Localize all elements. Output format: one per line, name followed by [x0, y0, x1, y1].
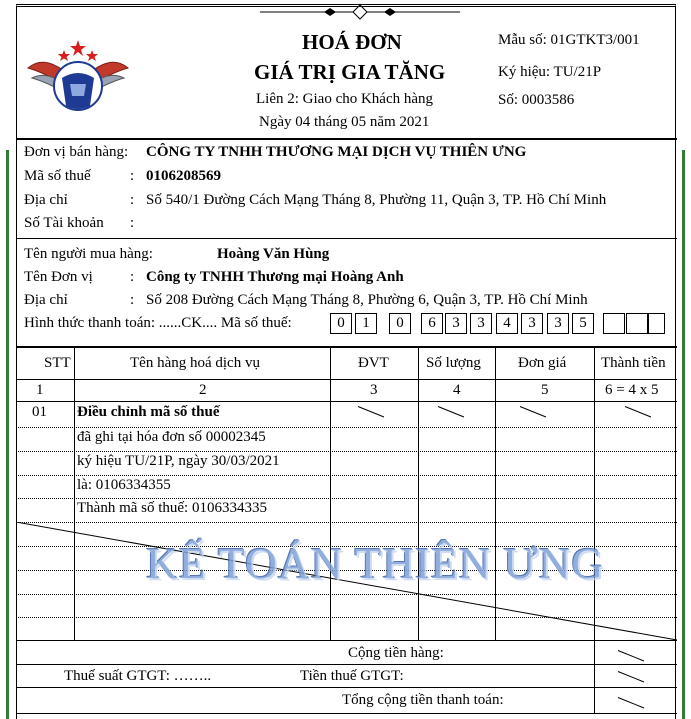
tax-digit: 6 — [421, 313, 443, 334]
buyer-unit-value: Công ty TNHH Thương mại Hoàng Anh — [146, 269, 404, 285]
form-number: Mẫu số: 01GTKT3/001 — [498, 32, 640, 48]
tax-digit — [603, 313, 625, 334]
header-divider — [16, 138, 677, 140]
tax-digit: 0 — [330, 313, 352, 334]
company-logo — [24, 34, 132, 124]
buyer-name-label: Tên người mua hàng: — [24, 246, 153, 262]
table-index-bottom — [16, 401, 677, 402]
table-row-line — [16, 427, 677, 428]
row-number: 01 — [32, 404, 47, 420]
col-header-stt: STT — [44, 355, 71, 371]
seller-divider — [16, 238, 677, 239]
table-row-line — [16, 451, 677, 452]
col-header-quantity: Số lượng — [426, 355, 481, 371]
invoice-subtitle: GIÁ TRỊ GIA TĂNG — [254, 60, 446, 84]
invoice-date: Ngày 04 tháng 05 năm 2021 — [259, 114, 430, 130]
grand-total-label: Tổng cộng tiền thanh toán: — [342, 692, 504, 708]
tax-digit: 4 — [496, 313, 518, 334]
seller-unit-value: CÔNG TY TNHH THƯƠNG MẠI DỊCH VỤ THIÊN ƯNG — [146, 144, 527, 160]
seller-account-label: Số Tài khoản — [24, 215, 104, 231]
seller-unit-label: Đơn vị bán hàng: — [24, 144, 129, 160]
item-line: là: 0106334355 — [77, 477, 171, 493]
col-index: 4 — [453, 382, 461, 398]
invoice-number: Số: 0003586 — [498, 92, 575, 108]
table-header-bottom — [16, 379, 677, 380]
tax-digit — [626, 313, 648, 334]
col-index: 1 — [36, 382, 44, 398]
invoice-title: HOÁ ĐƠN — [302, 30, 402, 54]
table-row-line — [16, 475, 677, 476]
company-watermark: KẾ TOÁN THIÊN ƯNG — [146, 539, 605, 588]
buyer-address-label: Địa chỉ — [24, 292, 68, 308]
col-header-description: Tên hàng hoá dịch vụ — [130, 355, 260, 371]
buyer-unit-colon: : — [130, 269, 135, 285]
col-index: 3 — [370, 382, 378, 398]
col-index: 2 — [199, 382, 207, 398]
copy-line: Liên 2: Giao cho Khách hàng — [256, 91, 434, 107]
payment-method-line: Hình thức thanh toán: ......CK.... Mã số thuế: — [24, 315, 292, 331]
buyer-name-value: Hoàng Văn Hùng — [217, 246, 330, 262]
seller-tax-label: Mã số thuế — [24, 168, 91, 184]
col-index: 6 = 4 x 5 — [605, 382, 659, 398]
right-foliage-decoration — [677, 150, 691, 719]
buyer-unit-label: Tên Đơn vị — [24, 269, 93, 285]
col-header-unit: ĐVT — [358, 355, 389, 371]
col-header-amount: Thành tiền — [601, 355, 666, 371]
vat-line — [16, 687, 677, 688]
col-index: 5 — [541, 382, 549, 398]
subtotal-label: Cộng tiền hàng: — [348, 645, 444, 661]
tax-digit — [648, 313, 665, 334]
item-line: ký hiệu TU/21P, ngày 30/03/2021 — [77, 453, 280, 469]
item-title: Điều chỉnh mã số thuế — [77, 404, 220, 420]
seller-tax-colon: : — [130, 168, 135, 184]
item-line: Thành mã số thuế: 0106334335 — [77, 500, 267, 516]
buyer-address-value: Số 208 Đường Cách Mạng Tháng 8, Phường 6, Quận 3, TP. Hồ Chí Minh — [146, 292, 588, 308]
seller-account-colon: : — [130, 215, 135, 231]
table-top-border — [16, 346, 677, 348]
seller-address-colon: : — [130, 192, 135, 208]
seller-tax-value: 0106208569 — [146, 168, 221, 184]
col-header-unit-price: Đơn giá — [518, 355, 567, 371]
table-row-line — [16, 498, 677, 499]
seller-address-value: Số 540/1 Đường Cách Mạng Tháng 8, Phường 11, Quận 3, TP. Hồ Chí Minh — [146, 192, 607, 208]
buyer-address-colon: : — [130, 292, 135, 308]
vat-rate-label: Thuế suất GTGT: …….. — [64, 668, 212, 684]
total-line — [16, 713, 677, 714]
tax-digit: 0 — [389, 313, 411, 334]
subtotal-line — [16, 664, 677, 665]
tax-digit: 5 — [572, 313, 594, 334]
tax-digit: 3 — [521, 313, 543, 334]
seller-address-label: Địa chỉ — [24, 192, 68, 208]
tax-digit: 1 — [355, 313, 377, 334]
tax-digit: 3 — [445, 313, 467, 334]
item-line: đã ghi tại hóa đơn số 00002345 — [77, 429, 266, 445]
vat-amount-label: Tiền thuế GTGT: — [300, 668, 404, 684]
tax-digit: 3 — [547, 313, 569, 334]
left-foliage-decoration — [0, 150, 16, 719]
tax-digit: 3 — [470, 313, 492, 334]
invoice-symbol: Ký hiệu: TU/21P — [498, 64, 602, 80]
